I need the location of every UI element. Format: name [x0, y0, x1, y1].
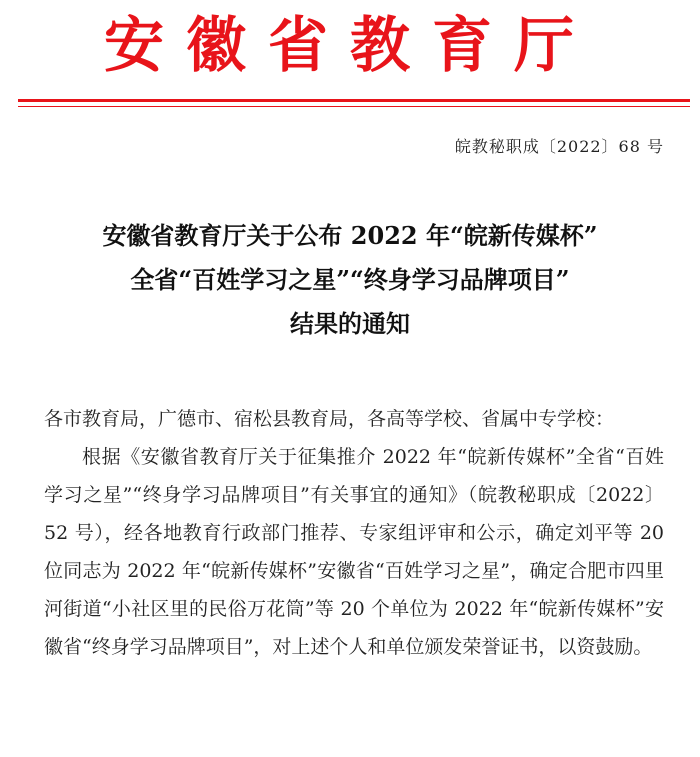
document-title — [10, 214, 690, 346]
body-paragraph: 根据《安徽省教育厅关于征集推介 2022 年“皖新传媒杯”全省“百姓学习之星”“终身学习品牌项目”有关事宜的通知》（皖教秘职成〔2022〕52 号），经各地教育行政部门推荐、专家组评审和公示，确定刘平等 20 位同志为 2022 年“皖新传媒杯”安徽省“百姓学习之星”，确定合肥市四里河街道“小社区里的民俗万花筒”等 20 个单位为 2022 年“皖新传媒杯”安徽省“终身学习品牌项目”，对上述个人和单位颁发荣誉证书，以资鼓励。 — [44, 446, 664, 658]
title-line-1: 安徽省教育厅关于公布 2022 年“皖新传媒杯” — [102, 221, 598, 250]
title-line-2: 全省“百姓学习之星”“终身学习品牌项目” — [130, 265, 570, 294]
letterhead-org-name: 安徽省教育厅 — [104, 11, 596, 81]
addressee: 各市教育局，广德市、宿松县教育局，各高等学校、省属中专学校： — [44, 408, 615, 430]
letterhead-rule-thin — [18, 106, 690, 107]
title-line-3: 结果的通知 — [290, 309, 410, 338]
letterhead-rule-thick — [18, 99, 690, 102]
document-number: 皖教秘职成〔2022〕68 号 — [454, 137, 664, 156]
document-body — [44, 400, 664, 666]
